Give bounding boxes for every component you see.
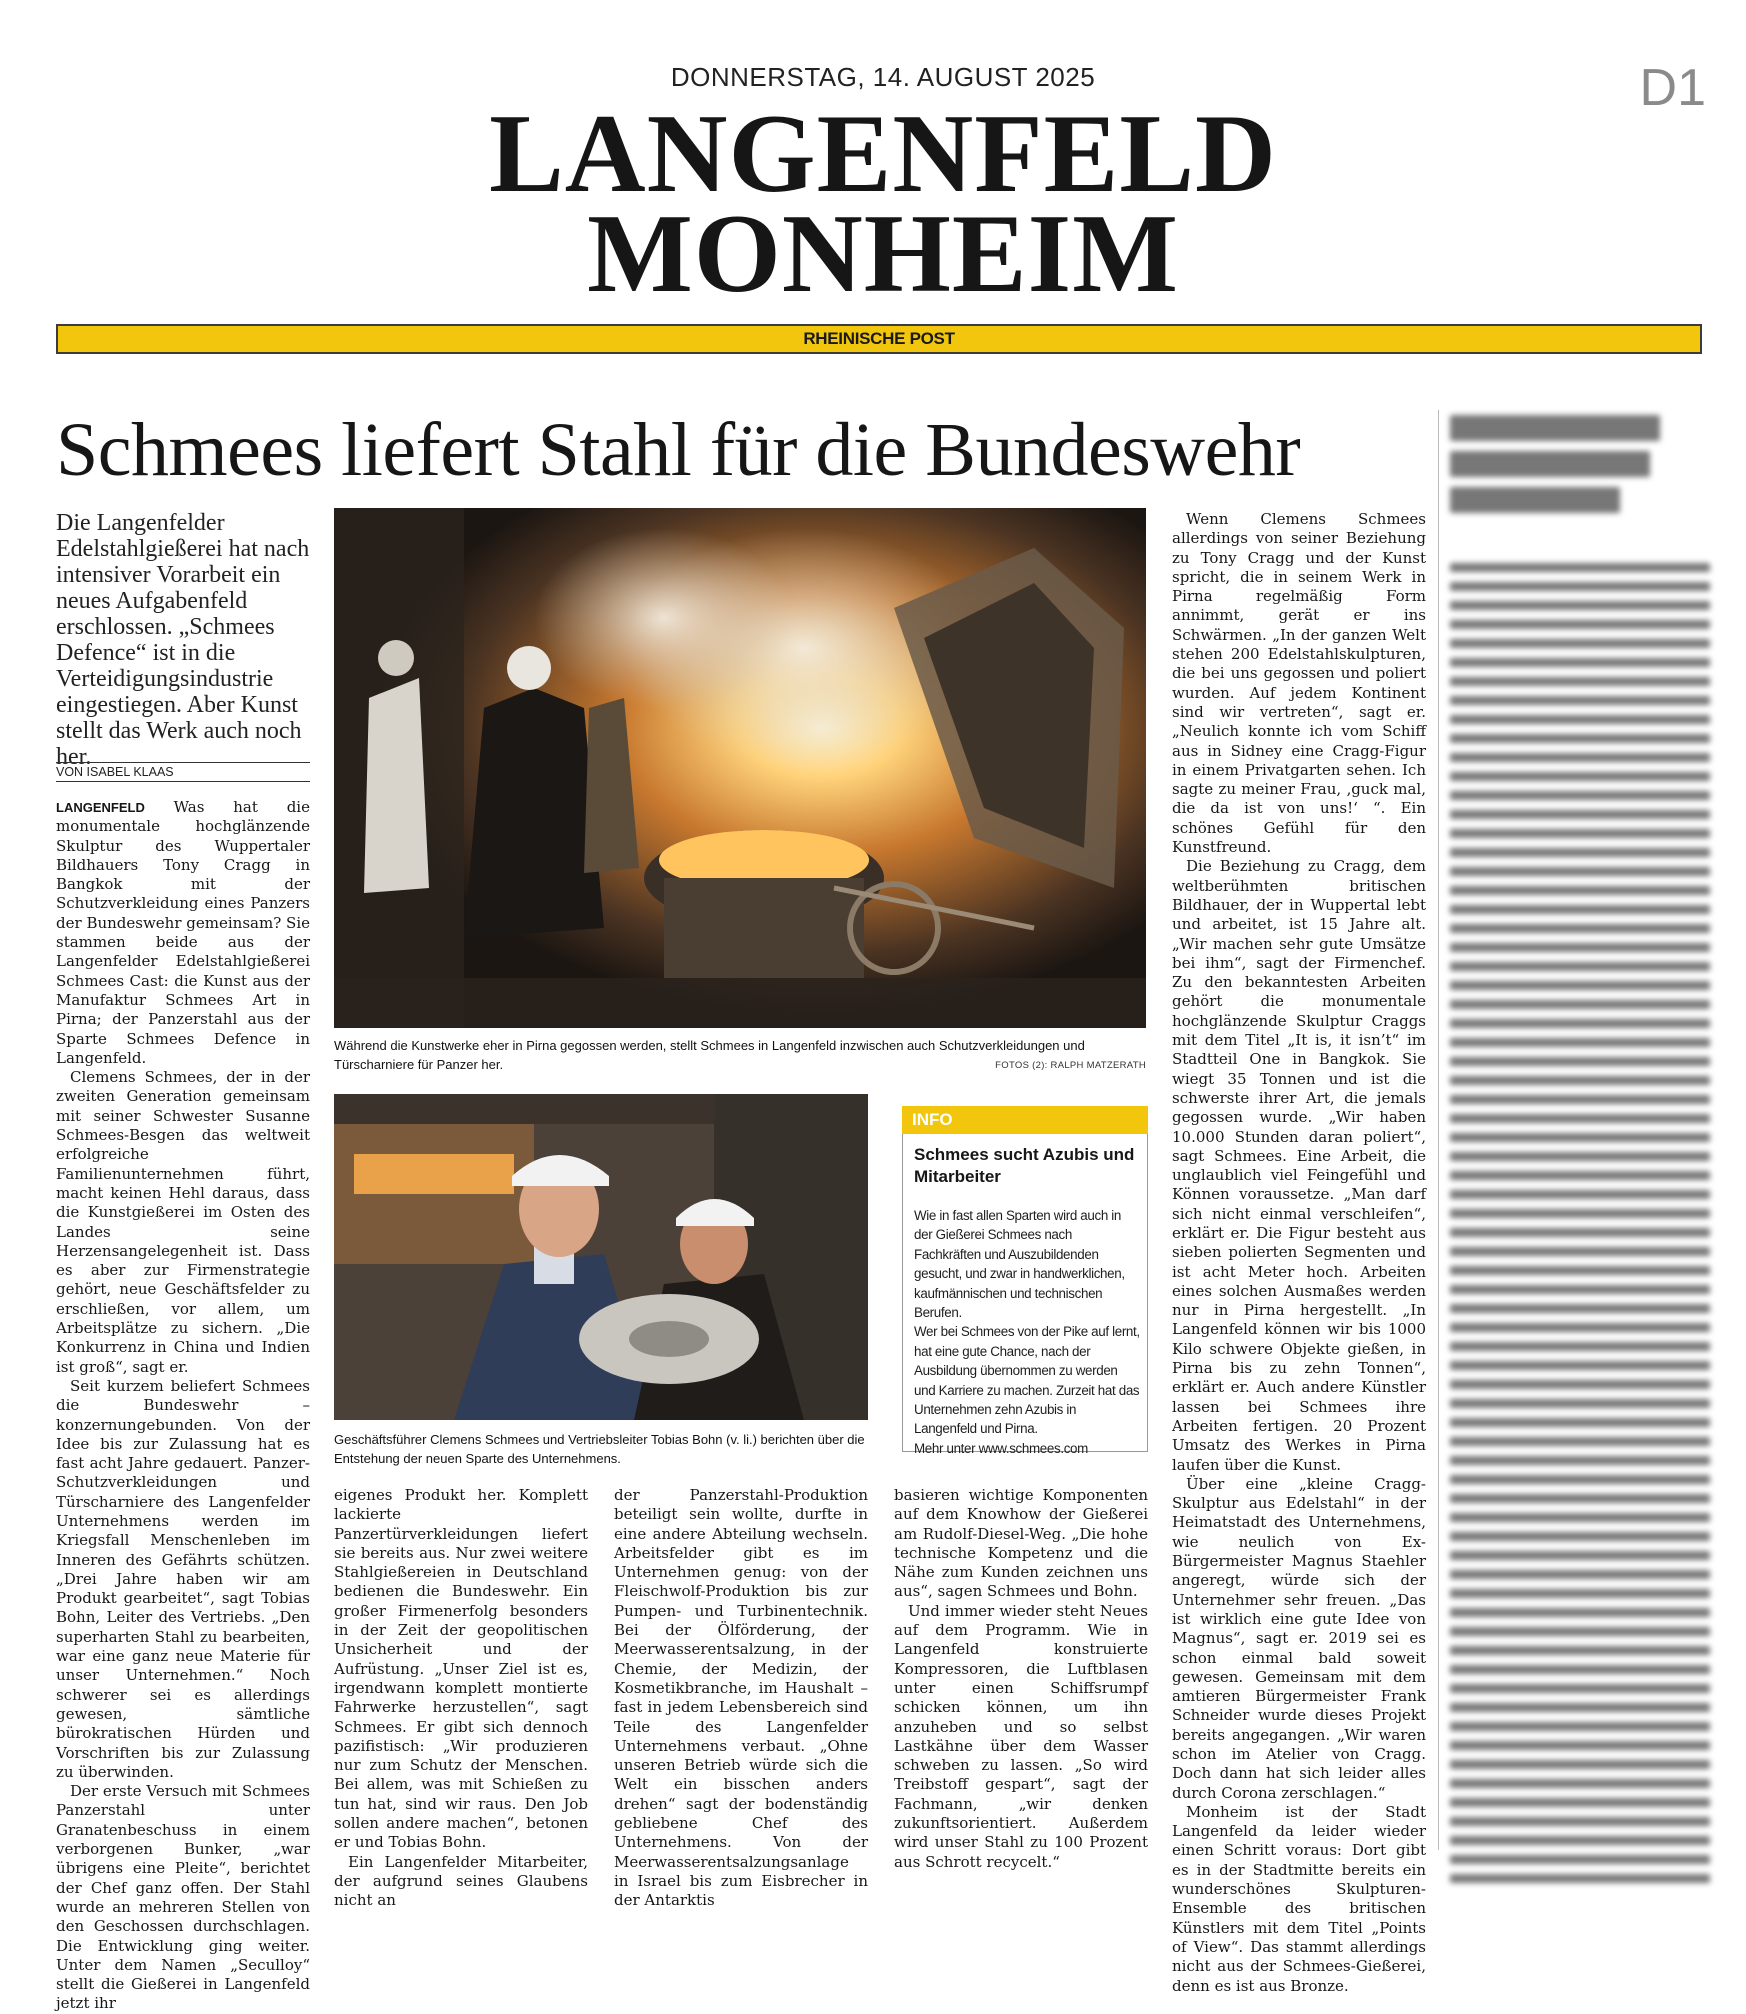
info-tag [902,1106,1148,1134]
article-column-5 [1172,510,1426,1996]
masthead-line-2: MONHEIM [587,192,1179,316]
paragraph: der Panzerstahl-Produktion beteiligt sein wollte, durfte in eine andere Abteilung wechseln. Arbeitsfelder gibt es im Unternehmen genug: von der Fleischwolf-Produktion bis zur Pumpen- und Turbinentechnik. Bei der Ölförderung, der Meerwasserentsalzung, in der Chemie, der Medizin, der Kosmetikbranche, im Haushalt – fast in jedem Lebensbereich sind Teile des Langenfelder Unternehmens verbaut. „Ohne unseren Betrieb würde sich die Welt ein bisschen anders drehen“ sagt der bodenständig gebliebene Chef des Unternehmens. Von der Meerwasserentsalzungsanlage in Israel bis zum Eisbrecher in der Antarktis [614,1486,868,1910]
info-text [914,1206,1142,1458]
photo-credit: FOTOS (2): RALPH MATZERATH [995,1060,1146,1071]
paragraph: Und immer wieder steht Neues auf dem Programm. Wie in Langenfeld konstruierte Kompressoren, die Luftblasen unter einen Schiffsrumpf schicken können, um ihn anzuheben und so selbst Lastkähne über dem Wasser schweben zu lassen. „So wird Treibstoff gespart“, sagt der Fachmann, „wir denken zukunftsorientiert. Außerdem wird unser Stahl zu 100 Prozent aus Schrott recycelt.“ [894,1601,1148,1871]
article-headline: Schmees liefert Stahl für die Bundeswehr [56,408,1301,492]
article-column-1 [56,798,310,2014]
side-column-divider [1438,410,1439,1850]
paragraph: Ein Langenfelder Mitarbeiter, der aufgrund seines Glaubens nicht an [334,1852,588,1910]
foundry-photo-caption: Während die Kunstwerke eher in Pirna gegossen werden, stellt Schmees in Langenfeld inzwischen auch Schutzverkleidungen und Türscharniere für Panzer her. [334,1038,1085,1072]
paragraph: basieren wichtige Komponenten auf dem Knowhow der Gießerei am Rudolf-Diesel-Weg. „Die hohe technische Kompetenz und die Nähe zum Kunden zeichnen uns aus“, sagen Schmees und Bohn. [894,1486,1148,1601]
paragraph: Über eine „kleine Cragg-Skulptur aus Edelstahl“ in der Heimatstadt des Unternehmens, wie neulich von Ex-Bürgermeister Magnus Staehler angeregt, würde sich der Unternehmer sehr freuen. „Das ist wirklich eine gute Idee von Magnus“, sagt er. 2019 sei es schon einmal bald soweit gewesen. Gemeinsam mit dem amtieren Bürgermeister Frank Schneider wurde dieses Projekt bereits angegangen. „Wir waren schon im Atelier von Cragg. Doch dann hat sich leider alles durch Corona zerschlagen.“ [1172,1474,1426,1802]
managers-photo-caption: Geschäftsführer Clemens Schmees und Vertriebsleiter Tobias Bohn (v. li.) berichten über die Entstehung der neuen Sparte des Unternehmens. [334,1432,865,1466]
paragraph: Die Beziehung zu Cragg, dem weltberühmten britischen Bildhauer, der in Wuppertal lebt und arbeitet, ist 15 Jahre alt. „Wir machen sehr gute Umsätze bei ihm“, sagt der Firmenchef. Zu den bekanntesten Arbeiten gehört die monumentale hochglänzende Skulptur Craggs mit dem Titel „It is, it isn’t“ im Stadtteil One in Bangkok. Sie wiegt 35 Tonnen und ist die schwerste ihrer Art, die jemals gegossen wurde. „Wir haben 10.000 Stunden daran poliert“, sagt Schmees. Eine Arbeit, die unglaublich viel Feingefühl und Können voraussetze. „Man darf sich nicht einmal verschleifen“, erklärt er. Die Figur besteht aus sieben polierten Segmenten und ist acht Meter hoch. Arbeiten eines solchen Ausmaßes werden nur in Pirna hergestellt. „In Langenfeld können wir bis 1000 Kilo schwere Objekte gießen, in Pirna bis zu zehn Tonnen“, erklärt er. Auch andere Künstler lassen bei Schmees ihre Arbeiten fertigen. 20 Prozent Umsatz des Werkes in Pirna laufen über die Kunst. [1172,857,1426,1474]
info-paragraph: Wer bei Schmees von der Pike auf lernt, hat eine gute Chance, nach der Ausbildung übernommen zu werden und Karriere zu machen. Zurzeit hat das Unternehmen zehn Azubis in Langenfeld und Pirna. [914,1324,1140,1437]
managers-photo [334,1094,868,1420]
info-link[interactable]: Mehr unter www.schmees.com [914,1440,1088,1456]
foundry-photo [334,508,1146,1028]
paragraph: Clemens Schmees, der in der zweiten Generation gemeinsam mit seiner Schwester Susanne Schmees-Besgen das weltweit erfolgreiche Familienunternehmen führt, macht keinen Hehl daraus, dass die Kunstgießerei im Osten des Landes seine Herzensangelegenheit ist. Dass es aber zur Firmenstrategie gehört, neue Geschäftsfelder zu erschließen, vor allem, um Arbeitsplätze zu sichern. „Die Konkurrenz in China und Indien ist groß“, sagt er. [56,1068,310,1376]
issue-date: DONNERSTAG, 14. AUGUST 2025 [670,62,1096,92]
paragraph: Seit kurzem beliefert Schmees die Bundeswehr – konzernungebunden. Von der Idee bis zur Zulassung hat es fast acht Jahre gedauert. Panzer-Schutzverkleidungen und Türscharniere des Langenfelder Unternehmens werden im Kriegsfall Menschenleben im Inneren des Gefährts schützen. „Drei Jahre haben wir am Produkt gearbeitet“, sagt Tobias Bohn, Leiter des Vertriebs. „Den superharten Stahl zu bearbeiten, war eine ganz neue Materie für unser Unternehmen.“ Noch schwerer sei es allerdings gewesen, sämtliche bürokratischen Hürden und Vorschriften bis zur Zulassung zu überwinden. [56,1376,310,1781]
foundry-photo-image [334,508,1146,1028]
blurred-side-article [1450,405,1710,1893]
article-byline: VON ISABEL KLAAS [56,762,310,779]
publisher-band [56,324,1702,354]
paragraph: Wenn Clemens Schmees allerdings von seiner Beziehung zu Tony Cragg und der Kunst spricht, die in seinem Werk in Pirna regelmäßig Form annimmt, gerät er ins Schwärmen. „In der ganzen Welt stehen 200 Edelstahlskulpturen, die bei uns gegossen und poliert wurden. Auf jedem Kontinent sind wir vertreten“, sagt er. „Neulich konnte ich vom Schiff aus in Sidney eine Cragg-Figur in einem Privatgarten sehen. Ich sagte zu meiner Frau, ‚guck mal, die da ist von uns!‘ “. Ein schönes Gefühl für den Kunstfreund. [1172,510,1426,857]
info-tag-label: INFO [912,1110,953,1129]
article-column-4 [894,1486,1148,1872]
masthead [0,92,1746,316]
paragraph: eigenes Produkt her. Komplett lackierte Panzertürverkleidungen liefert sie bereits aus. Nur zwei weitere Stahlgießereien in Deutschland bedienen die Bundeswehr. Ein großer Firmenerfolg besonders in der Zeit der geopolitischen Unsicherheit und der Aufrüstung. „Unser Ziel ist es, irgendwann komplett montierte Fahrwerke herzustellen“, sagt Schmees. Er gibt sich dennoch pazifistisch: „Wir produzieren nur zum Schutz der Menschen. Bei allem, was mit Schießen zu tun hat, sind wir raus. Den Job sollen andere machen“, betonen er und Tobias Bohn. [334,1486,588,1852]
article-lead: Die Langenfelder Edelstahlgießerei hat nach intensiver Vorarbeit ein neues Aufgabenfeld erschlossen. „Schmees Defence“ ist in die Verteidigungsindustrie eingestiegen. Aber Kunst stellt das Werk auch noch her. [56,510,310,770]
masthead-line-1: LANGENFELD [489,92,1277,216]
paragraph: Der erste Versuch mit Schmees Panzerstahl unter Granatenbeschuss in einem verborgenen Bunker, „war übrigens eine Pleite“, berichtet der Chef ganz offen. Der Stahl wurde an mehreren Stellen von den Geschossen durchschlagen. Die Entwicklung ging weiter. Unter dem Namen „Seculloy“ stellt die Gießerei in Langenfeld jetzt ihr [56,1782,310,2013]
publisher-name: RHEINISCHE POST [803,329,955,348]
dateline: LANGENFELD [56,800,145,815]
page-number: D1 [1639,59,1706,117]
article-column-2 [334,1486,588,1911]
info-title: Schmees sucht Azubis und Mitarbeiter [914,1145,1135,1186]
paragraph: Monheim ist der Stadt Langenfeld da leider wieder einen Schritt voraus: Dort gibt es in der Stadtmitte bereits ein wunderschönes Skulpturen-Ensemble des britischen Künstlers mit dem Titel „Points of View“. Das stammt allerdings nicht aus der Schmees-Gießerei, denn es ist aus Bronze. [1172,1802,1426,1995]
managers-photo-image [334,1094,868,1420]
paragraph: LANGENFELD Was hat die monumentale hochglänzende Skulptur des Wuppertaler Bildhauers Tony Cragg in Bangkok mit der Schutzverkleidung eines Panzers der Bundeswehr gemeinsam? Sie stammen beide aus der Langenfelder Edelstahlgießerei Schmees Cast: die Kunst aus der Manufaktur Schmees Art in Pirna; der Panzerstahl aus der Sparte Schmees Defence in Langenfeld. [56,798,310,1067]
info-paragraph: Wie in fast allen Sparten wird auch in der Gießerei Schmees nach Fachkräften und Auszubildenden gesucht, und zwar in handwerklichen, kaufmännischen und technischen Berufen. [914,1208,1125,1321]
article-column-3 [614,1486,868,1911]
byline-rule [56,781,310,782]
